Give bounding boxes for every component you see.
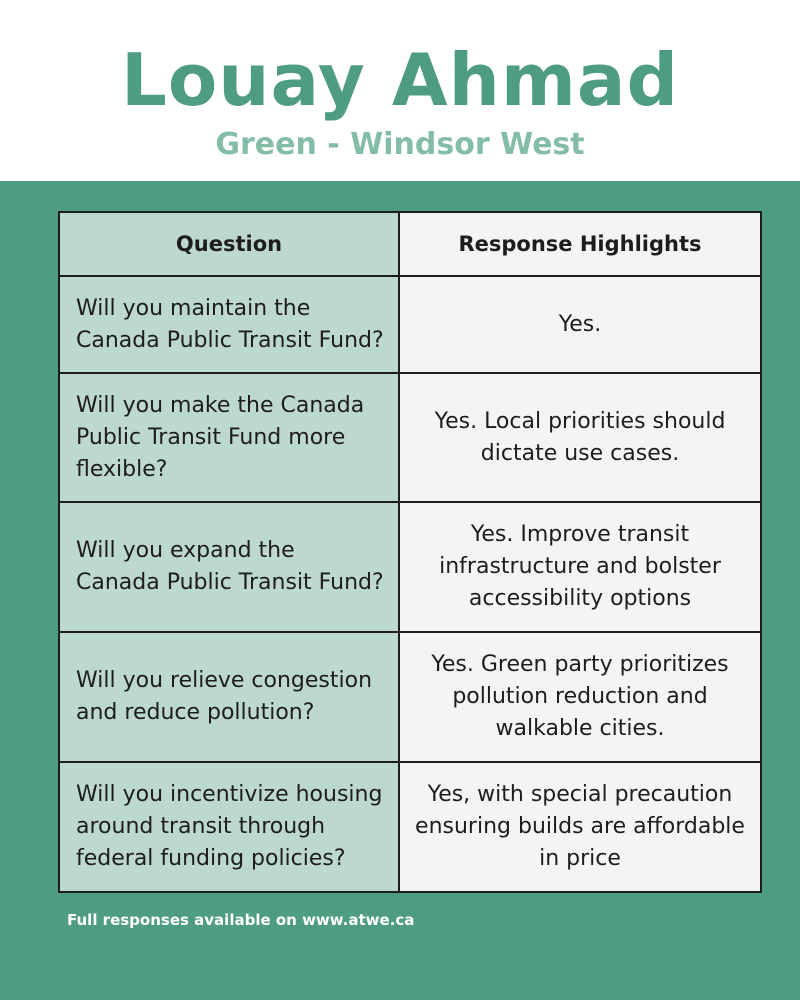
header — [0, 0, 800, 181]
question-column-header: Question — [59, 212, 399, 276]
response-cell: Yes. Improve transit infrastructure and bolster accessibility options — [399, 502, 761, 632]
response-cell: Yes. Green party prioritizes pollution reduction and walkable cities. — [399, 632, 761, 762]
table-row — [59, 502, 761, 632]
footer-note: Full responses available on www.atwe.ca — [67, 911, 415, 929]
table-row — [59, 276, 761, 373]
question-cell: Will you relieve congestion and reduce pollution? — [59, 632, 399, 762]
response-cell: Yes. — [399, 276, 761, 373]
response-cell: Yes, with special precaution ensuring builds are affordable in price — [399, 762, 761, 892]
table-row — [59, 762, 761, 892]
table-header-row — [59, 212, 761, 276]
candidate-name: Louay Ahmad — [120, 38, 680, 122]
table-row — [59, 632, 761, 762]
question-cell: Will you make the Canada Public Transit Fund more flexible? — [59, 373, 399, 502]
party-riding: Green - Windsor West — [215, 127, 585, 162]
response-column-header: Response Highlights — [399, 212, 761, 276]
question-cell: Will you expand the Canada Public Transit Fund? — [59, 502, 399, 632]
qa-table — [58, 211, 762, 893]
table-row — [59, 373, 761, 502]
response-cell: Yes. Local priorities should dictate use cases. — [399, 373, 761, 502]
question-cell: Will you maintain the Canada Public Transit Fund? — [59, 276, 399, 373]
question-cell: Will you incentivize housing around transit through federal funding policies? — [59, 762, 399, 892]
